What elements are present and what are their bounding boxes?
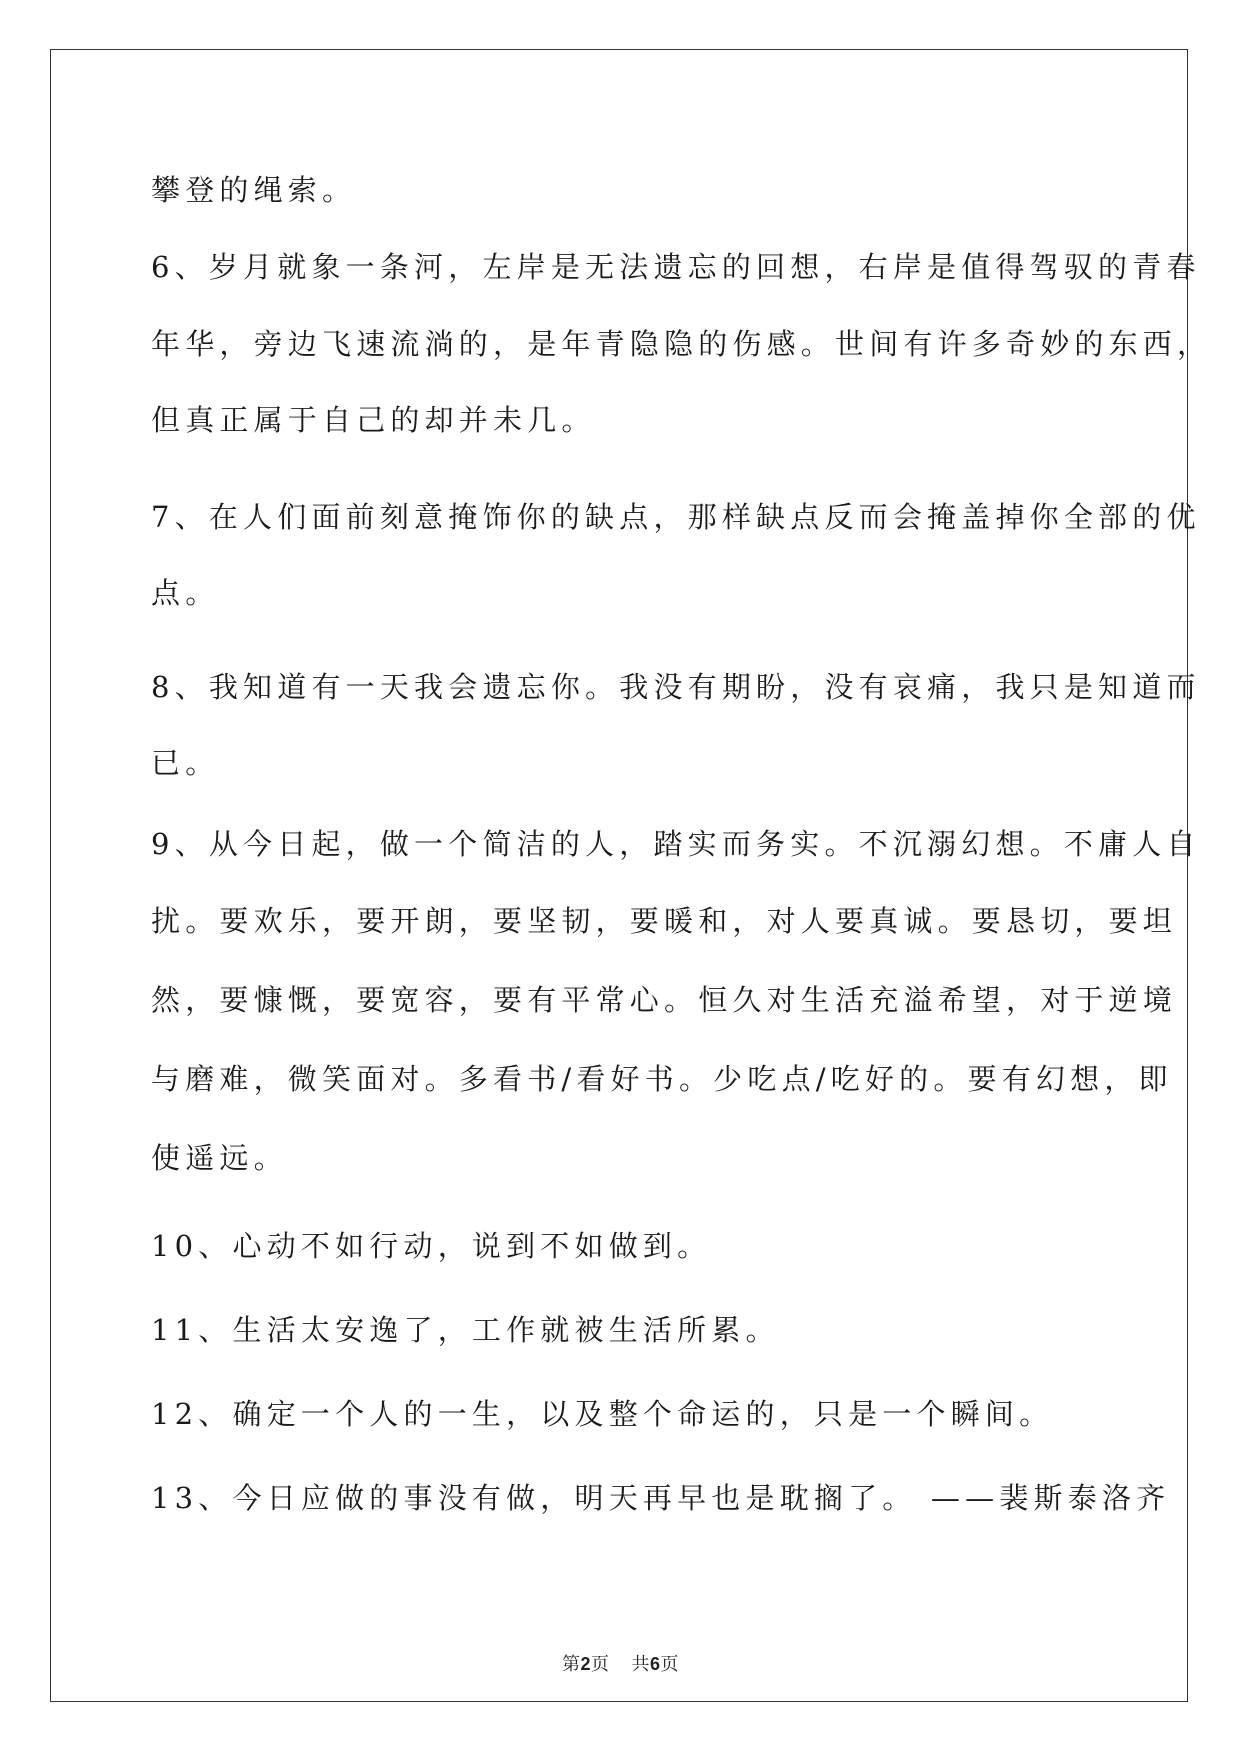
total-prefix: 共 xyxy=(631,1654,650,1675)
paragraph-line: 攀登的绳索。 xyxy=(151,173,357,207)
paragraph-line: 使遥远。 xyxy=(151,1141,288,1175)
paragraph-line: 与磨难，微笑面对。多看书/看好书。少吃点/吃好的。要有幻想，即 xyxy=(151,1062,1173,1096)
paragraph-line: 11、生活太安逸了，工作就被生活所累。 xyxy=(151,1313,780,1347)
paragraph-line: 年华，旁边飞速流淌的，是年青隐隐的伤感。世间有许多奇妙的东西， xyxy=(151,327,1212,361)
page-suffix: 页 xyxy=(591,1654,610,1675)
paragraph-line: 点。 xyxy=(151,576,220,610)
total-pages: 6 xyxy=(650,1654,661,1674)
paragraph-line: 扰。要欢乐，要开朗，要坚韧，要暖和，对人要真诚。要恳切，要坦 xyxy=(151,904,1178,938)
paragraph-line: 12、确定一个人的一生，以及整个命运的，只是一个瞬间。 xyxy=(151,1397,1054,1431)
total-suffix: 页 xyxy=(660,1654,680,1675)
paragraph-line: 8、我知道有一天我会遗忘你。我没有期盼，没有哀痛，我只是知道而 xyxy=(151,670,1201,704)
paragraph-line: 已。 xyxy=(151,746,220,780)
page-prefix: 第 xyxy=(561,1654,581,1675)
paragraph-line: 6、岁月就象一条河，左岸是无法遗忘的回想，右岸是值得驾驭的青春 xyxy=(151,250,1201,284)
paragraph-line: 但真正属于自己的却并未几。 xyxy=(151,403,596,437)
paragraph-line: 10、心动不如行动，说到不如做到。 xyxy=(151,1229,712,1263)
paragraph-line: 然，要慷慨，要宽容，要有平常心。恒久对生活充溢希望，对于逆境 xyxy=(151,983,1178,1017)
paragraph-line: 7、在人们面前刻意掩饰你的缺点，那样缺点反而会掩盖掉你全部的优 xyxy=(151,500,1201,534)
page-border xyxy=(50,49,1188,1702)
paragraph-line: 13、今日应做的事没有做，明天再早也是耽搁了。 ——裴斯泰洛齐 xyxy=(151,1481,1171,1515)
page-footer xyxy=(0,1652,1241,1677)
paragraph-line: 9、从今日起，做一个简洁的人，踏实而务实。不沉溺幻想。不庸人自 xyxy=(151,827,1201,861)
page-number: 2 xyxy=(580,1654,591,1674)
